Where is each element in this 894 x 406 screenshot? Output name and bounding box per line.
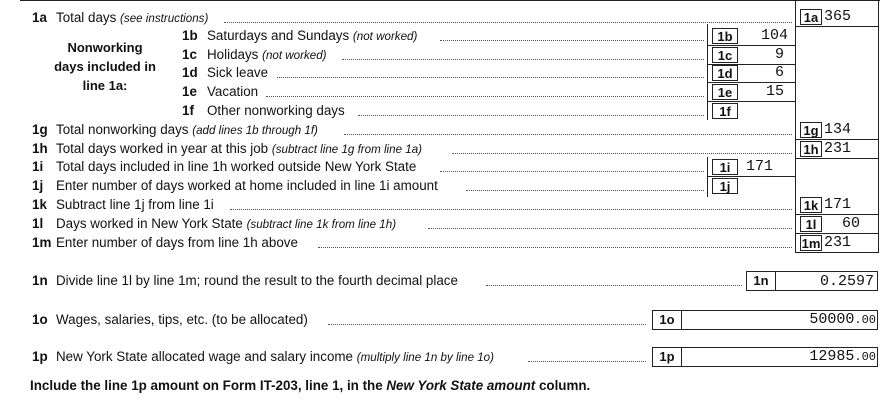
line-1m-code: 1m: [801, 236, 821, 251]
line-1i-code: 1i: [712, 159, 738, 175]
line-1f-label: Other nonworking days: [207, 103, 345, 118]
line-1d-label: Sick leave: [207, 65, 269, 80]
line-1p-leader: [528, 361, 646, 362]
line-1e-label: Vacation: [207, 84, 259, 99]
line-1j-code: 1j: [712, 178, 738, 194]
line-1h-text: Total days worked in year at this job: [56, 141, 269, 156]
line-1h-code: 1h: [800, 141, 822, 157]
line-1c-note: (not worked): [262, 49, 327, 62]
line-1n-leader: [486, 285, 742, 286]
line-1c-number: 1c: [182, 47, 197, 62]
line-1c-label: [207, 47, 327, 62]
line-1d-number: 1d: [182, 65, 198, 80]
line-1d-code: 1d: [712, 65, 738, 81]
line-1p-code: 1p: [652, 347, 682, 367]
line-1a-number: 1a: [32, 10, 47, 25]
line-1a-label: [56, 10, 208, 25]
line-1p-text: New York State allocated wage and salary income: [56, 349, 353, 364]
line-1o-label: Wages, salaries, tips, etc. (to be allocated): [56, 312, 308, 327]
line-1k-label: Subtract line 1j from line 1i: [56, 197, 214, 212]
footer-emphasis: New York State amount: [386, 378, 536, 393]
line-1o-leader: [328, 324, 646, 325]
line-1l-text: Days worked in New York State: [56, 216, 243, 231]
line-1c-leader: [342, 59, 704, 60]
line-1b-text: Saturdays and Sundays: [207, 28, 350, 43]
line-1g-text: Total nonworking days: [56, 122, 189, 137]
line-1n-number: 1n: [32, 273, 48, 288]
line-1p-label: [56, 349, 494, 364]
line-1b-leader: [440, 40, 704, 41]
line-1f-leader: [358, 115, 704, 116]
line-1l-leader: [428, 228, 792, 229]
line-1m-label: Enter number of days from line 1h above: [56, 235, 298, 250]
line-1n-value[interactable]: 0.2597: [819, 273, 874, 290]
line-1a-value[interactable]: 365: [824, 8, 852, 25]
line-1d-value[interactable]: 6: [774, 64, 784, 81]
line-1h-underline: [795, 158, 879, 159]
line-1m-value[interactable]: 231: [824, 234, 852, 251]
line-1g-note: (add lines 1b through 1f): [192, 124, 318, 137]
line-1c-value[interactable]: 9: [774, 46, 784, 63]
line-1m-leader: [318, 247, 792, 248]
line-1p-number: 1p: [32, 349, 48, 364]
line-1a-code: 1a: [800, 9, 822, 25]
line-1n-label: Divide line 1l by line 1m; round the result to the fourth decimal place: [56, 273, 458, 288]
line-1h-value[interactable]: 231: [824, 140, 852, 157]
line-1i-label: Total days included in line 1h worked outside New York State: [56, 159, 417, 174]
line-1g-label: [56, 122, 318, 137]
footer-pre: Include the line 1p amount on Form IT-203, line 1, in the: [30, 378, 387, 393]
line-1g-code: 1g: [800, 122, 822, 138]
line-1b-code: 1b: [712, 28, 738, 44]
line-1j-label: Enter number of days worked at home included in line 1i amount: [56, 178, 438, 193]
line-1f-code: 1f: [712, 103, 738, 119]
line-1h-label: [56, 141, 422, 156]
line-1o-value-wrap[interactable]: [690, 311, 876, 329]
line-1b-number: 1b: [182, 28, 198, 43]
line-1o-value: 50000: [809, 311, 855, 328]
line-1a-text: Total days: [56, 10, 117, 25]
line-1k-leader: [230, 209, 792, 210]
line-1k-value[interactable]: 171: [824, 196, 852, 213]
line-1a-note: (see instructions): [120, 12, 209, 25]
line-1d-leader: [277, 77, 704, 78]
line-1j-number: 1j: [32, 178, 44, 193]
line-1j-leader: [466, 190, 704, 191]
line-1l-code: 1l: [800, 216, 822, 232]
line-1g-leader: [344, 134, 792, 135]
footer-post: column.: [535, 378, 591, 393]
line-1p-value-wrap[interactable]: [690, 348, 876, 366]
line-1i-underline: [707, 176, 795, 177]
middle-column-left-border: [707, 24, 708, 120]
line-1h-number: 1h: [32, 141, 48, 156]
line-1g-number: 1g: [32, 122, 48, 137]
line-1g-value[interactable]: 134: [824, 121, 852, 138]
middle-column-right-border: [795, 24, 796, 120]
line-1e-underline: [707, 101, 795, 102]
line-1p-note: (multiply line 1n by line 1o): [356, 351, 494, 364]
line-1m-underline: [795, 252, 879, 253]
line-1e-number: 1e: [182, 84, 197, 99]
middle-column-left-border-2: [707, 157, 708, 197]
line-1p-value: 12985: [809, 348, 855, 365]
line-1l-note: (subtract line 1k from line 1h): [246, 218, 397, 231]
line-1b-label: [207, 28, 417, 43]
middle-column-right-border-2: [795, 157, 796, 197]
line-1n-code: 1n: [746, 271, 776, 291]
line-1o-code: 1o: [652, 310, 682, 330]
line-1p-cents: .00: [854, 350, 876, 364]
line-1b-note: (not worked): [352, 30, 418, 43]
footer-instruction: [30, 378, 590, 393]
line-1i-leader: [440, 171, 704, 172]
line-1i-value[interactable]: 171: [746, 158, 774, 175]
line-1b-value[interactable]: 104: [760, 27, 788, 44]
line-1o-number: 1o: [32, 312, 48, 327]
line-1m-number: 1m: [32, 235, 52, 250]
line-1e-code: 1e: [712, 84, 738, 100]
line-1a-underline: [795, 26, 879, 27]
line-1h-leader: [452, 153, 792, 154]
line-1i-number: 1i: [32, 159, 44, 174]
line-1e-leader: [266, 96, 704, 97]
nonworking-days-label: Nonworking days included in line 1a:: [54, 40, 156, 93]
line-1l-number: 1l: [32, 216, 44, 231]
top-rule: [20, 0, 880, 1]
line-1k-code: 1k: [800, 197, 822, 213]
line-1e-value[interactable]: 15: [765, 83, 784, 100]
line-1a-leader: [224, 22, 792, 23]
line-1f-number: 1f: [182, 103, 194, 118]
line-1c-text: Holidays: [207, 47, 259, 62]
line-1c-code: 1c: [712, 47, 738, 63]
line-1l-label: [56, 216, 396, 231]
line-1o-cents: .00: [854, 313, 876, 327]
line-1k-number: 1k: [32, 197, 47, 212]
line-1l-value[interactable]: 60: [841, 215, 860, 232]
line-1h-note: (subtract line 1g from line 1a): [271, 143, 423, 156]
